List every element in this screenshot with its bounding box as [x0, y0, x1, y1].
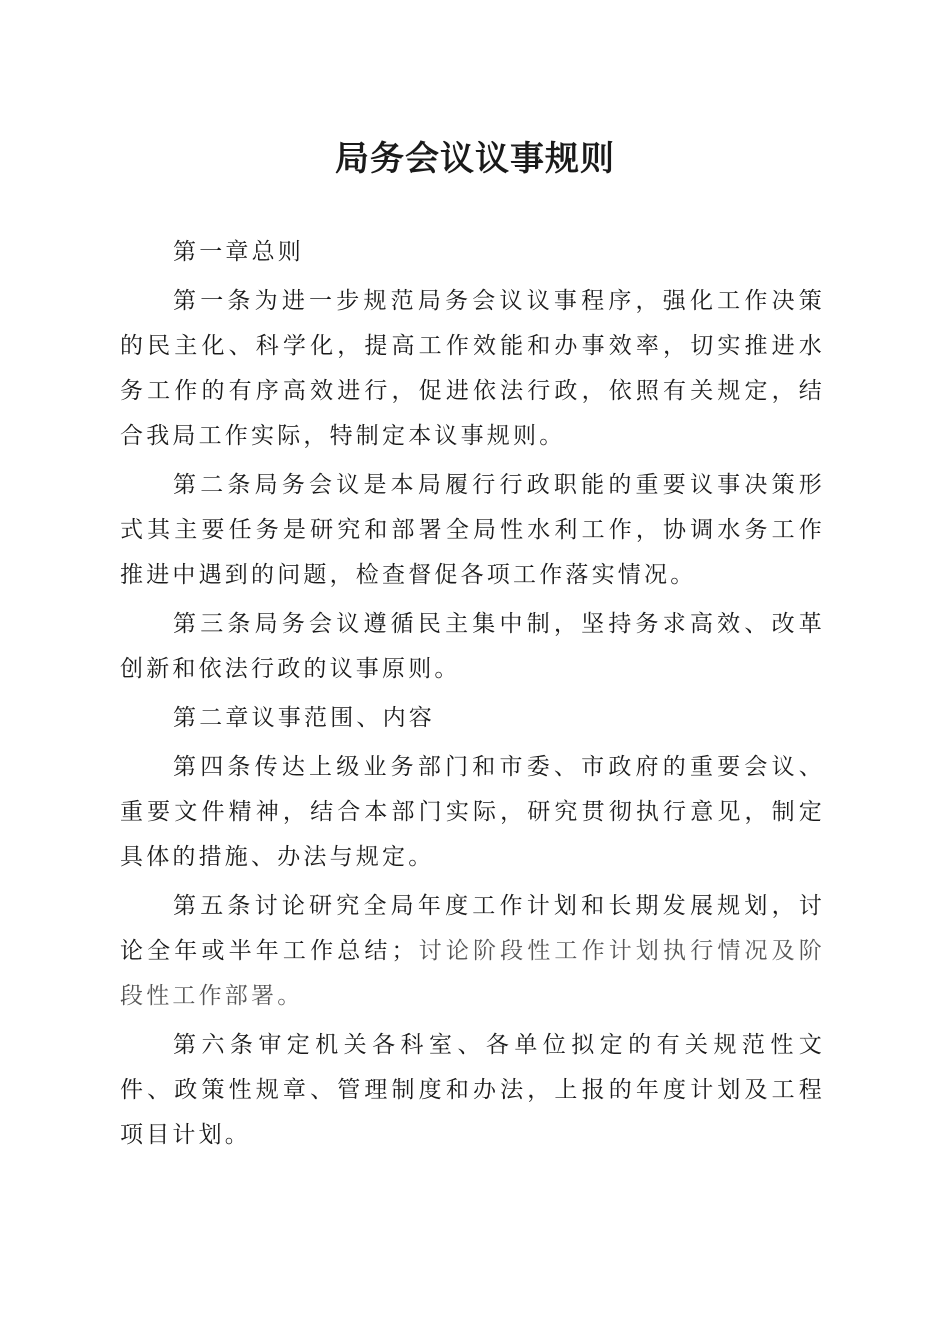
article-1: 第一条为进一步规范局务会议议事程序，强化工作决策的民主化、科学化，提高工作效能和办事效率，切实推进水务工作的有序高效进行，促进依法行政，依照有关规定，结合我局工作实际，特制定本议事规则。: [120, 288, 825, 449]
article-5-part-2: 讨论阶段性工作计划执行情况及阶段性工作部署。: [120, 938, 825, 1009]
article-2: 第二条局务会议是本局履行行政职能的重要议事决策形式其主要任务是研究和部署全局性水利工作，协调水务工作推进中遇到的问题，检查督促各项工作落实情况。: [120, 472, 825, 588]
article-5: [120, 884, 825, 1019]
chapter-heading-2: 第二章议事范围、内容: [173, 705, 435, 731]
document-body: [120, 230, 825, 1158]
article-6: 第六条审定机关各科室、各单位拟定的有关规范性文件、政策性规章、管理制度和办法，上报的年度计划及工程项目计划。: [120, 1032, 825, 1148]
document-title: 局务会议议事规则: [335, 139, 615, 179]
chapter-heading-1: 第一章总则: [173, 239, 304, 265]
article-5-part-1: 第五条讨论研究全局年度工作计划和长期发展规划，讨论全年或半年工作总结；: [120, 893, 825, 964]
article-3: 第三条局务会议遵循民主集中制，坚持务求高效、改革创新和依法行政的议事原则。: [120, 611, 825, 682]
article-4: 第四条传达上级业务部门和市委、市政府的重要会议、重要文件精神，结合本部门实际，研究贯彻执行意见，制定具体的措施、办法与规定。: [120, 754, 825, 870]
